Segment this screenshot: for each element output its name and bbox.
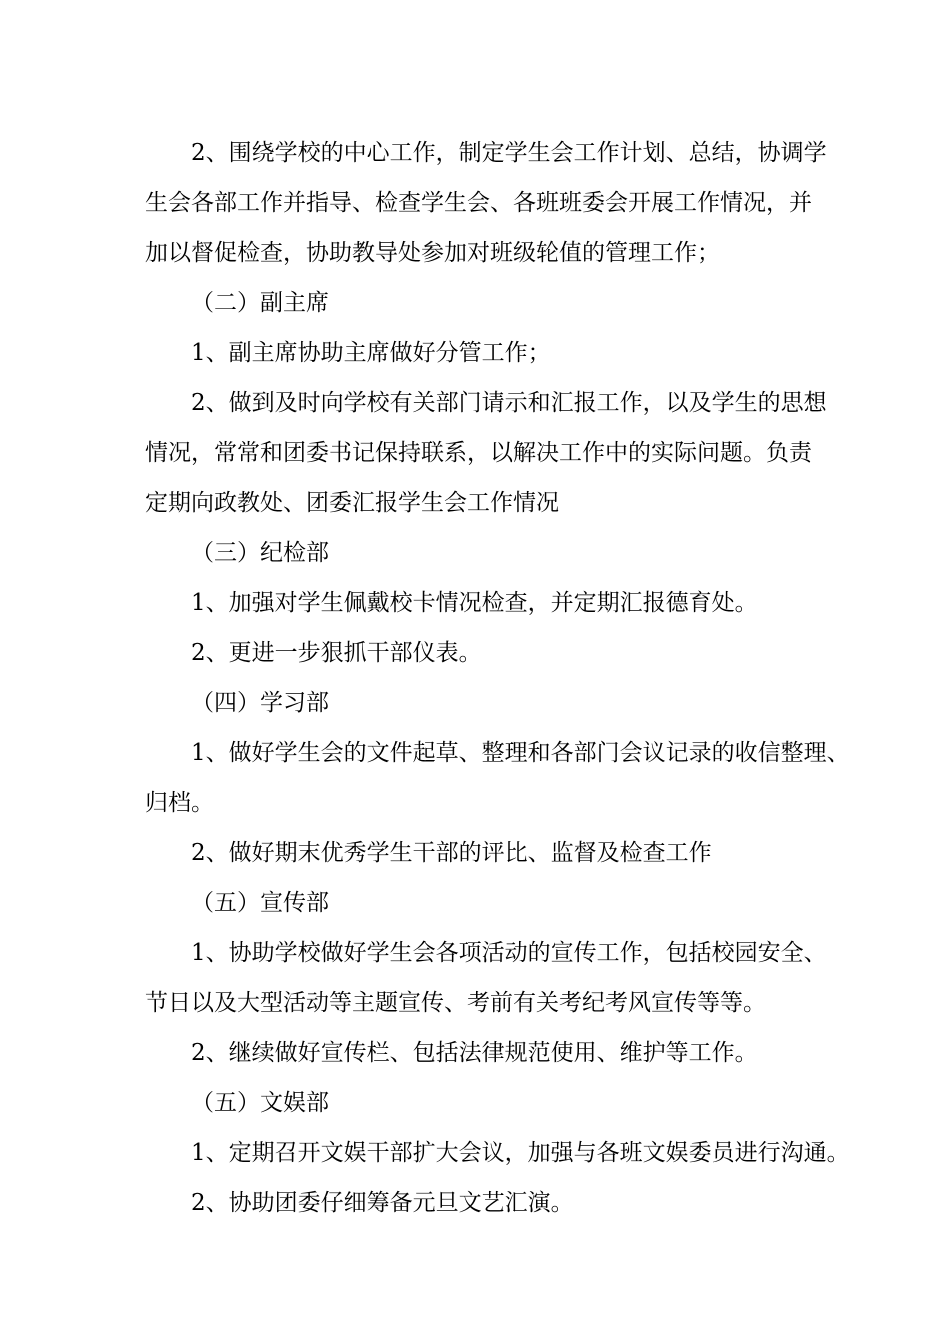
paragraph-line: 2、更进一步狠抓干部仪表。 <box>191 640 482 666</box>
paragraph-line: 2、继续做好宣传栏、包括法律规范使用、维护等工作。 <box>191 1040 758 1066</box>
paragraph-line: 1、加强对学生佩戴校卡情况检查，并定期汇报德育处。 <box>191 590 758 616</box>
paragraph-line: 2、做好期末优秀学生干部的评比、监督及检查工作 <box>191 840 712 866</box>
paragraph-line: 2、做到及时向学校有关部门请示和汇报工作，以及学生的思想 <box>191 390 827 416</box>
section-heading: （三）纪检部 <box>191 540 329 566</box>
paragraph-line: 1、做好学生会的文件起草、整理和各部门会议记录的收信整理、 <box>191 740 850 766</box>
section-heading: （二）副主席 <box>191 290 329 316</box>
paragraph-line: 1、副主席协助主席做好分管工作； <box>191 340 551 366</box>
section-heading: （四）学习部 <box>191 690 329 716</box>
section-heading: （五）文娱部 <box>191 1090 329 1116</box>
paragraph-line: 2、围绕学校的中心工作，制定学生会工作计划、总结，协调学 <box>191 140 827 166</box>
section-heading: （五）宣传部 <box>191 890 329 916</box>
paragraph-line: 2、协助团委仔细筹备元旦文艺汇演。 <box>191 1190 574 1216</box>
paragraph-line: 1、定期召开文娱干部扩大会议，加强与各班文娱委员进行沟通。 <box>191 1140 850 1166</box>
paragraph-line: 定期向政教处、团委汇报学生会工作情况 <box>145 490 559 516</box>
document-body <box>145 128 850 1228</box>
paragraph-line: 节日以及大型活动等主题宣传、考前有关考纪考风宣传等等。 <box>145 990 766 1016</box>
paragraph-line: 情况，常常和团委书记保持联系，以解决工作中的实际问题。负责 <box>145 440 812 466</box>
paragraph-line: 生会各部工作并指导、检查学生会、各班班委会开展工作情况，并 <box>145 190 812 216</box>
paragraph-line: 加以督促检查，协助教导处参加对班级轮值的管理工作； <box>145 240 720 266</box>
paragraph-line: 1、协助学校做好学生会各项活动的宣传工作，包括校园安全、 <box>191 940 827 966</box>
paragraph-line: 归档。 <box>145 790 214 816</box>
